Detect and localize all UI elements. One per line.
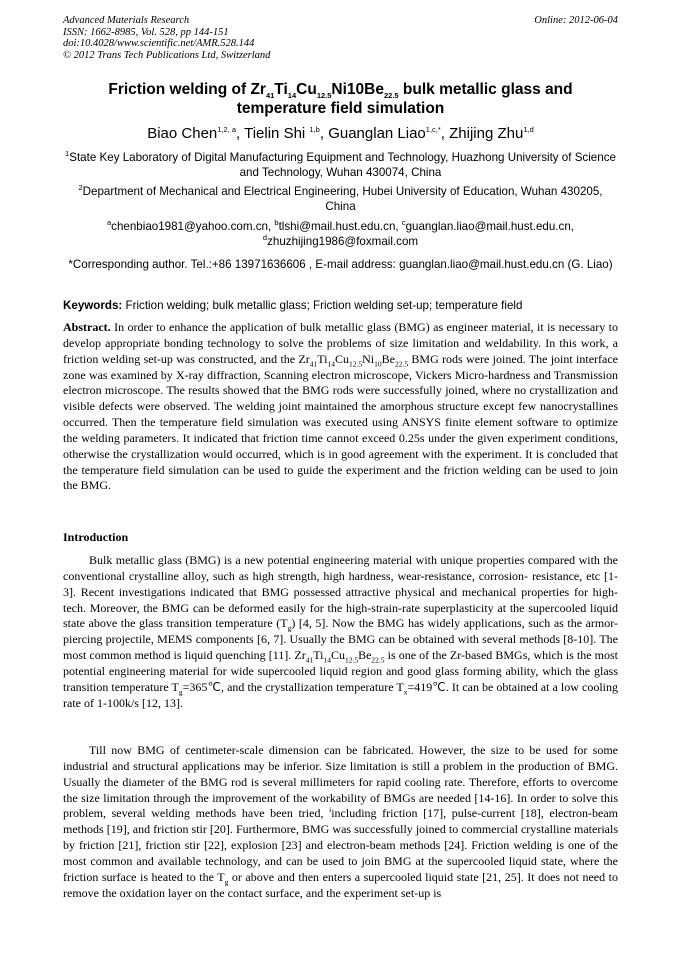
abstract-label: Abstract. [63,320,111,334]
journal-header [63,15,618,61]
copyright-line: © 2012 Trans Tech Publications Ltd, Switzerland [63,49,271,61]
affiliation-2: $^2$Department of Mechanical and Electrical Engineering, Hubei University of Education, Wuhan 430205, China [78,183,603,213]
journal-name: Advanced Materials Research [63,15,190,26]
title-line-2: temperature field simulation [236,100,445,117]
issn-line: ISSN: 1662-8985, Vol. 528, pp 144-151 [63,26,229,38]
online-date: Online: 2012-06-04 [534,15,618,26]
abstract: Abstract. In order to enhance the application of bulk metallic glass (BMG) as engineer material, it is necessary to develop appropriate bonding technology to solve the problems of size limitation and weldability. In this work, a friction welding set-up was constructed, and the $Zr_{41}Ti_{14}Cu_{12.5}Ni_{10}Be_{22.5}$ BMG rods were joined. The joint interface zone was examined by X-ray diffraction, Scanning electron microscope, Vickers Micro-hardness and Transmission electron microscope. The results showed that the BMG rods were successfully joined, where no crystallization and visible defects were observed. The welding joint maintained the amorphous structure except few nanocrystallines occurred. Then the temperature field simulation was executed using ANSYS finite element software to optimize the welding parameters. It indicated that friction time cannot exceed 0.25s under the given experiment conditions, otherwise the crystallization would occurred, which is in good agreement with the experiment. It is concluded that the temperature field simulation can be used to guide the experiment and the friction welding can be used to join the BMG. [63,320,618,493]
paper-title [63,80,618,118]
intro-paragraph-1: Bulk metallic glass (BMG) is a new potential engineering material with unique properties compared with the conventional crystalline alloy, such as high strength, high hardness, wear-resistance, corrosion- resistance, etc [1-3]. Recent investigations indicated that BMG possessed attractive physical and mechanical properties for high-tech. Moreover, the BMG can be deformed easily for the high-strain-rate superplasticity at the supercooled liquid state above the glass transition temperature $(T_g)$ [4, 5]. Now the BMG has widely applications, such as the armor-piercing projectile, MEMS components [6, 7]. Usually the BMG can be obtained with several methods [8-10]. The most common method is liquid quenching [11]. $Zr_{41}Ti_{14}Cu_{12.5}Be_{22.5}$ is one of the Zr-based BMGs, which is the most potential engineering material for wide supercooled liquid region and good glass forming ability, which the glass transition temperature $T_g=365℃$, and the crystallization temperature $T_x=419℃$. It can be obtained at a low cooling rate of 1-100k/s [12, 13]. [63,553,618,710]
title-line-1: Friction welding of $Zr_{41}Ti_{14}Cu_{12.5}Ni10Be_{22.5}$ bulk metallic glass and [108,81,573,101]
keywords-text: Friction welding; bulk metallic glass; Friction welding set-up; temperature field [122,299,523,312]
author-emails: $^a$chenbiao1981@yahoo.com.cn, $^b$tlshi@mail.hust.edu.cn, $^c$guanglan.liao@mail.hust.edu.cn, $^d$zhuzhijing1986@foxmail.com [106,218,574,248]
corresponding-author: *Corresponding author. Tel.:+86 13971636606 , E-mail address: guanglan.liao@mail.hust.edu.cn (G. Liao) [68,258,613,271]
doi-line: doi:10.4028/www.scientific.net/AMR.528.144 [63,38,255,50]
keywords-label: Keywords: [63,299,123,312]
intro-paragraph-2: Till now BMG of centimeter-scale dimension can be fabricated. However, the size to be used for some industrial and structural applications may be inferior. Size limitation is still a problem in the production of BMG. Usually the diameter of the BMG rod is several millimeters for rapid cooling rate. Therefore, efforts to overcome the size limitation through the improvement of the workability of BMGs are needed [14-16]. In order to solve this problem, several welding methods have been tried, $^i$including friction [17], pulse-current [18], electron-beam methods [19], and friction stir [20]. Furthermore, BMG was successfully joined to commercial crystalline materials by friction [21], friction stir [22], explosion [23] and electron-beam methods [24]. Friction welding is one of the most common and available technology, and can be used to join BMG at the supercooled liquid state, where the friction surface is heated to the $T_g$ or above and then enters a supercooled liquid state [21, 25]. It does not need to remove the oxidation layer on the contact surface, and the experiment set-up is [63,743,618,900]
affiliation-1: $^1$State Key Laboratory of Digital Manufacturing Equipment and Technology, Huazhong University of Science and Technology, Wuhan 430074, China [65,149,616,179]
introduction-heading: Introduction [63,530,129,544]
keywords [63,298,618,313]
author-list: Biao Chen$^{1,2, a}$, Tielin Shi $^{1,b}$, Guanglan Liao$^{1,c,*}$, Zhijing Zhu$^{1,d}$ [147,125,534,142]
